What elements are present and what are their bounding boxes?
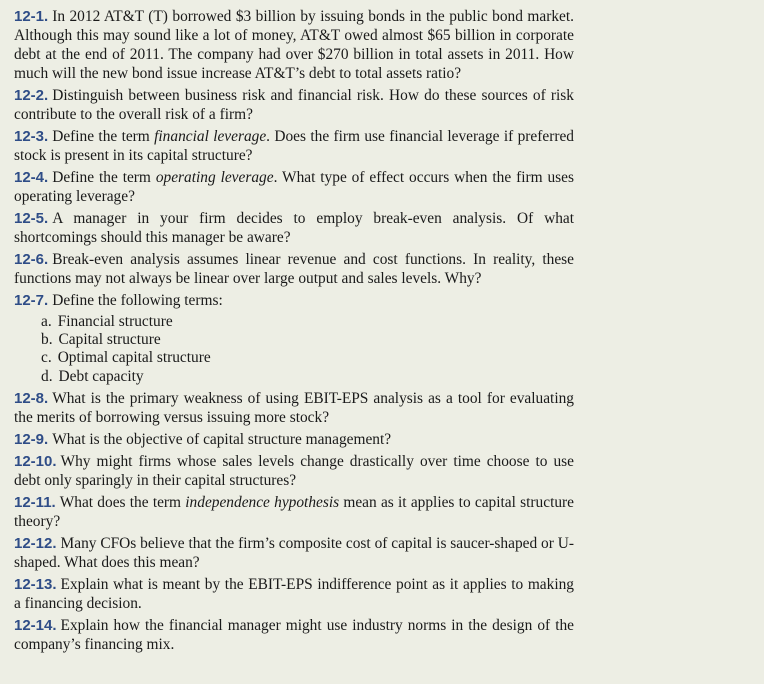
term-list-item — [41, 313, 574, 331]
question-number: 12-10. — [14, 452, 57, 470]
question-text: What is the objective of capital structure management? — [52, 430, 392, 448]
question-text: Explain how the financial manager might use industry norms in the design of the company’s financing mix. — [14, 616, 574, 653]
question-text: Explain what is meant by the EBIT-EPS indifference point as it applies to making a financing decision. — [14, 575, 574, 612]
question-text: Many CFOs believe that the firm’s composite cost of capital is saucer-shaped or U-shaped. What does this mean? — [14, 534, 574, 571]
question-number: 12-8. — [14, 389, 49, 407]
question-text: mean as it applies to capital structure theory? — [14, 493, 575, 530]
question-12-11 — [14, 493, 574, 531]
question-text: Distinguish between business risk and financial risk. How do these sources of risk contribute to the overall risk of a firm? — [14, 87, 574, 123]
question-12-10 — [14, 452, 574, 490]
question-number: 12-13. — [14, 575, 57, 593]
question-12-2 — [14, 86, 574, 124]
question-number: 12-2. — [14, 87, 49, 104]
question-12-1 — [14, 7, 574, 83]
question-list — [14, 7, 574, 654]
question-text: . What type of effect occurs when the firm uses operating leverage? — [14, 169, 574, 205]
question-number: 12-11. — [14, 493, 56, 511]
top-edge — [0, 0, 764, 4]
term-text: Debt capacity — [58, 367, 144, 385]
question-number: 12-5. — [14, 210, 49, 227]
question-term: financial leverage — [154, 128, 267, 145]
question-number: 12-7. — [14, 292, 49, 309]
term-letter: a. — [41, 313, 52, 330]
question-12-6 — [14, 250, 574, 288]
question-number: 12-14. — [14, 616, 57, 634]
question-12-14 — [14, 616, 574, 654]
term-list-item — [41, 349, 574, 367]
term-list-item — [41, 368, 574, 386]
question-number: 12-3. — [14, 128, 49, 145]
question-text: What is the primary weakness of using EBIT-EPS analysis as a tool for evaluating the merits of borrowing versus issuing more stock? — [14, 389, 574, 426]
term-list — [14, 313, 574, 386]
question-number: 12-9. — [14, 430, 49, 448]
question-number: 12-4. — [14, 169, 49, 186]
term-text: Optimal capital structure — [57, 349, 211, 367]
question-text: Define the following terms: — [52, 292, 223, 309]
term-letter: b. — [41, 331, 53, 349]
question-12-12 — [14, 534, 574, 572]
question-12-4 — [14, 168, 574, 206]
question-12-9 — [14, 430, 574, 449]
question-text: . Does the firm use financial leverage if preferred stock is present in its capital structure? — [14, 128, 574, 164]
question-text: Define the term — [52, 169, 156, 186]
question-number: 12-6. — [14, 251, 49, 268]
term-text: Financial structure — [57, 313, 173, 330]
question-12-8 — [14, 389, 574, 427]
question-12-5 — [14, 209, 574, 247]
term-letter: c. — [41, 349, 52, 367]
question-text: In 2012 AT&T (T) borrowed $3 billion by issuing bonds in the public bond market. Although this may sound like a lot of money, AT&T owed almost $65 billion in corporate debt at the end of 2011. The company had over $270 billion in total assets in 2011. How much will the new bond issue increase AT&T’s debt to total assets ratio? — [14, 8, 574, 82]
question-text: Break-even analysis assumes linear revenue and cost functions. In reality, these functions may not always be linear over large output and sales levels. Why? — [14, 251, 574, 287]
question-term: operating leverage — [155, 169, 274, 186]
question-12-13 — [14, 575, 574, 613]
question-term: independence hypothesis — [185, 493, 340, 511]
question-number: 12-12. — [14, 534, 57, 552]
question-text: A manager in your firm decides to employ break-even analysis. Of what shortcomings should this manager be aware? — [14, 210, 574, 246]
question-text: Define the term — [52, 128, 155, 145]
question-12-3 — [14, 127, 574, 165]
question-number: 12-1. — [14, 8, 49, 25]
term-letter: d. — [41, 367, 53, 385]
term-list-item — [41, 331, 574, 349]
term-text: Capital structure — [58, 331, 161, 349]
question-text: Why might firms whose sales levels change drastically over time choose to use debt only sparingly in their capital structures? — [14, 452, 574, 489]
question-text: What does the term — [59, 493, 186, 511]
question-12-7 — [14, 291, 574, 310]
